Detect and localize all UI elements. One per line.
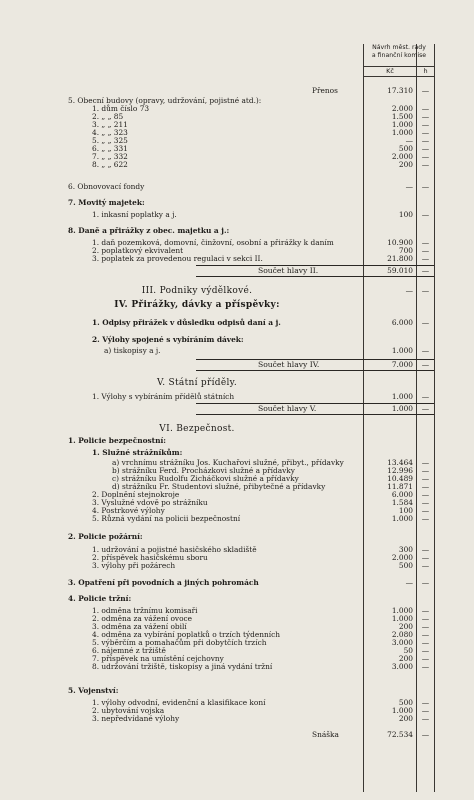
amount-kc: 2.000 bbox=[391, 152, 413, 161]
amount-kc: 1.500 bbox=[391, 112, 413, 121]
amount-kc: 200 bbox=[398, 160, 413, 169]
amount-h: — bbox=[421, 246, 430, 255]
table-row bbox=[0, 594, 474, 604]
row-label: 3. poplatek za provedenou regulaci v sekci II. bbox=[92, 254, 263, 263]
table-row bbox=[0, 404, 474, 414]
row-label: a) vrchnímu strážníku Jos. Kuchařovi služné, přibyt., přídavky bbox=[112, 458, 344, 467]
amount-h: — bbox=[421, 254, 430, 263]
amount-kc: 2.080 bbox=[391, 630, 413, 639]
amount-h: — bbox=[421, 654, 430, 663]
amount-kc: 1.000 bbox=[391, 404, 413, 413]
table-row bbox=[0, 561, 474, 571]
unit-kc-label: Kč bbox=[386, 67, 394, 75]
amount-h: — bbox=[421, 561, 430, 570]
row-label: 6. „ „ 331 bbox=[92, 144, 128, 153]
amount-kc: 700 bbox=[398, 246, 413, 255]
amount-h: — bbox=[421, 286, 430, 295]
amount-kc: 100 bbox=[398, 210, 413, 219]
amount-h: — bbox=[421, 646, 430, 655]
table-row bbox=[0, 300, 474, 310]
row-label: 1. výlohy odvodní, evidenční a klasifikace koní bbox=[92, 698, 266, 707]
row-label: 6. Obnovovací fondy bbox=[68, 182, 145, 191]
table-row bbox=[0, 378, 474, 388]
table-row bbox=[0, 448, 474, 458]
amount-h: — bbox=[421, 182, 430, 191]
row-label: V. Státní příděly. bbox=[156, 378, 237, 388]
row-label: 1. dům číslo 73 bbox=[92, 104, 150, 113]
amount-kc: 21.800 bbox=[387, 254, 413, 263]
row-label: 2. odměna za vážení ovoce bbox=[92, 614, 193, 623]
amount-h: — bbox=[421, 514, 430, 523]
row-label: 8. udržování tržiště, tiskopisy a jiná vydání tržní bbox=[92, 662, 273, 671]
table-row bbox=[0, 182, 474, 192]
table-row bbox=[0, 346, 474, 356]
amount-kc: — bbox=[405, 578, 413, 587]
table-row bbox=[0, 532, 474, 542]
amount-kc: 6.000 bbox=[391, 318, 413, 327]
amount-kc: — bbox=[405, 136, 413, 145]
amount-kc: 500 bbox=[398, 698, 413, 707]
amount-h: — bbox=[421, 266, 430, 275]
amount-kc: 3.000 bbox=[391, 638, 413, 647]
column-header-line1: Návrh měst. rady bbox=[372, 44, 426, 51]
table-row bbox=[0, 686, 474, 696]
row-label: 1. inkasní poplatky a j. bbox=[92, 210, 177, 219]
row-label: Součet hlavy IV. bbox=[258, 360, 320, 369]
table-row bbox=[0, 360, 474, 370]
row-label: Součet hlavy II. bbox=[258, 266, 319, 275]
table-row bbox=[0, 514, 474, 524]
amount-kc: 72.534 bbox=[387, 730, 413, 739]
amount-kc: 2.000 bbox=[391, 553, 413, 562]
table-row bbox=[0, 318, 474, 328]
table-row bbox=[0, 198, 474, 208]
row-label: 1. daň pozemková, domovní, činžovní, osobní a přirážky k daním bbox=[92, 238, 334, 247]
row-label: Přenos bbox=[312, 86, 338, 95]
amount-h: — bbox=[421, 706, 430, 715]
row-label: III. Podniky výdělkové. bbox=[141, 286, 253, 296]
amount-h: — bbox=[421, 152, 430, 161]
amount-kc: 300 bbox=[398, 545, 413, 554]
row-label: c) strážníku Rudolfu Zicháčkovi služné a přídavky bbox=[112, 474, 299, 483]
amount-h: — bbox=[421, 144, 430, 153]
row-label: 6. nájemné z tržiště bbox=[92, 646, 166, 655]
amount-kc: 12.996 bbox=[387, 466, 413, 475]
row-label: 7. „ „ 332 bbox=[92, 152, 128, 161]
amount-kc: — bbox=[405, 286, 413, 295]
table-row bbox=[0, 266, 474, 276]
row-label: 3. odměna za vážení obilí bbox=[92, 622, 187, 631]
table-row bbox=[0, 392, 474, 402]
table-row bbox=[0, 714, 474, 724]
amount-h: — bbox=[421, 506, 430, 515]
table-row bbox=[0, 226, 474, 236]
amount-kc: 2.000 bbox=[391, 104, 413, 113]
sum-rule-bottom bbox=[196, 370, 434, 371]
amount-h: — bbox=[421, 614, 430, 623]
amount-h: — bbox=[421, 128, 430, 137]
column-header bbox=[364, 44, 434, 59]
amount-kc: 1.000 bbox=[391, 392, 413, 401]
amount-h: — bbox=[421, 622, 430, 631]
row-label: 1. Policie bezpečnostní: bbox=[68, 436, 166, 445]
amount-kc: 50 bbox=[403, 646, 413, 655]
amount-kc: 200 bbox=[398, 654, 413, 663]
row-label: 8. Daně a přirážky z obec. majetku a j.: bbox=[68, 226, 230, 235]
row-label: VI. Bezpečnost. bbox=[159, 424, 235, 434]
row-label: 1. Odpisy přirážek v důsledku odpisů daní a j. bbox=[92, 318, 281, 327]
row-label: 5. výběrčím a pomahačům při dobytčích trzích bbox=[92, 638, 267, 647]
row-label: 1. Služné strážníkům: bbox=[92, 448, 183, 457]
sum-rule bbox=[196, 359, 434, 360]
amount-h: — bbox=[421, 404, 430, 413]
table-row bbox=[0, 286, 474, 296]
amount-h: — bbox=[421, 714, 430, 723]
amount-kc: 1.000 bbox=[391, 346, 413, 355]
sum-rule-bottom bbox=[196, 276, 434, 277]
table-row bbox=[0, 86, 474, 96]
row-label: 1. udržování a pojistné hasičského skladiště bbox=[92, 545, 257, 554]
amount-h: — bbox=[421, 160, 430, 169]
amount-h: — bbox=[421, 482, 430, 491]
amount-kc: 200 bbox=[398, 622, 413, 631]
amount-kc: — bbox=[405, 182, 413, 191]
row-label: b) strážníku Ferd. Procházkovi služné a přídavky bbox=[112, 466, 295, 475]
amount-kc: 7.000 bbox=[391, 360, 413, 369]
row-label: IV. Přirážky, dávky a příspěvky: bbox=[114, 300, 280, 310]
row-label: a) tiskopisy a j. bbox=[104, 346, 161, 355]
amount-h: — bbox=[421, 120, 430, 129]
row-label: 3. „ „ 211 bbox=[92, 120, 128, 129]
amount-h: — bbox=[421, 458, 430, 467]
amount-h: — bbox=[421, 466, 430, 475]
row-label: 5. Vojenství: bbox=[68, 686, 119, 695]
amount-kc: 1.000 bbox=[391, 128, 413, 137]
row-label: 5. Různá vydání na policii bezpečnostní bbox=[92, 514, 241, 523]
table-row bbox=[0, 730, 474, 740]
row-label: 2. Doplnění stejnokroje bbox=[92, 490, 180, 499]
amount-h: — bbox=[421, 392, 430, 401]
amount-kc: 10.489 bbox=[387, 474, 413, 483]
row-label: 2. Policie požární: bbox=[68, 532, 143, 541]
row-label: d) strážníku Fr. Studentovi služné, přibytečné a přídavky bbox=[112, 482, 326, 491]
table-row bbox=[0, 210, 474, 220]
amount-h: — bbox=[421, 498, 430, 507]
amount-kc: 1.584 bbox=[391, 498, 413, 507]
table-row bbox=[0, 160, 474, 170]
row-label: 1. Výlohy s vybíráním přídělů státních bbox=[92, 392, 235, 401]
row-label: 1. odměna tržnímu komisaři bbox=[92, 606, 198, 615]
amount-kc: 13.464 bbox=[387, 458, 413, 467]
amount-kc: 1.000 bbox=[391, 514, 413, 523]
amount-kc: 1.000 bbox=[391, 606, 413, 615]
amount-h: — bbox=[421, 553, 430, 562]
amount-kc: 10.900 bbox=[387, 238, 413, 247]
amount-h: — bbox=[421, 474, 430, 483]
row-label: 4. Policie tržní: bbox=[68, 594, 132, 603]
row-label: 2. poplatkový ekvivalent bbox=[92, 246, 184, 255]
table-row bbox=[0, 436, 474, 446]
row-label: 2. příspěvek hasičskému sboru bbox=[92, 553, 208, 562]
amount-h: — bbox=[421, 578, 430, 587]
amount-h: — bbox=[421, 606, 430, 615]
row-label: 7. Movitý majetek: bbox=[68, 198, 145, 207]
amount-h: — bbox=[421, 318, 430, 327]
amount-kc: 17.310 bbox=[387, 86, 413, 95]
amount-h: — bbox=[421, 210, 430, 219]
amount-kc: 500 bbox=[398, 144, 413, 153]
amount-h: — bbox=[421, 238, 430, 247]
row-label: 3. nepředvídané výlohy bbox=[92, 714, 180, 723]
amount-h: — bbox=[421, 638, 430, 647]
unit-h-label: h bbox=[423, 67, 428, 75]
row-label: 4. „ „ 323 bbox=[92, 128, 128, 137]
sum-rule bbox=[196, 265, 434, 266]
row-label: Součet hlavy V. bbox=[258, 404, 317, 413]
row-label: 2. „ „ 85 bbox=[92, 112, 124, 121]
row-label: 3. Vyslužné vdově po strážníku bbox=[92, 498, 208, 507]
amount-h: — bbox=[421, 112, 430, 121]
amount-h: — bbox=[421, 360, 430, 369]
amount-kc: 1.000 bbox=[391, 706, 413, 715]
row-label: 2. Výlohy spojené s vybíráním dávek: bbox=[92, 335, 244, 344]
header-rule-bottom bbox=[363, 76, 434, 77]
amount-kc: 1.000 bbox=[391, 120, 413, 129]
table-row bbox=[0, 424, 474, 434]
amount-kc: 3.000 bbox=[391, 662, 413, 671]
amount-kc: 6.000 bbox=[391, 490, 413, 499]
amount-kc: 59.010 bbox=[387, 266, 413, 275]
amount-h: — bbox=[421, 662, 430, 671]
row-label: 4. Postrkové výlohy bbox=[92, 506, 165, 515]
table-row bbox=[0, 254, 474, 264]
amount-h: — bbox=[421, 104, 430, 113]
row-label: 2. ubytování vojska bbox=[92, 706, 165, 715]
table-row bbox=[0, 578, 474, 588]
amount-kc: 500 bbox=[398, 561, 413, 570]
amount-h: — bbox=[421, 346, 430, 355]
table-row bbox=[0, 335, 474, 345]
amount-kc: 1.000 bbox=[391, 614, 413, 623]
row-label: 4. odměna za vybírání poplatků o trzích týdenních bbox=[92, 630, 281, 639]
column-header-line2: a finanční komise bbox=[371, 51, 427, 59]
row-label: 7. příspěvek na umístění cejchovny bbox=[92, 654, 224, 663]
row-label: Snáška bbox=[312, 730, 339, 739]
row-label: 3. výlohy při požárech bbox=[92, 561, 176, 570]
row-label: 8. „ „ 622 bbox=[92, 160, 128, 169]
amount-h: — bbox=[421, 545, 430, 554]
row-label: 5. Obecní budovy (opravy, udržování, pojistné atd.): bbox=[68, 96, 262, 105]
amount-kc: 11.871 bbox=[387, 482, 413, 491]
amount-h: — bbox=[421, 136, 430, 145]
amount-h: — bbox=[421, 698, 430, 707]
table-row bbox=[0, 662, 474, 672]
amount-h: — bbox=[421, 86, 430, 95]
amount-h: — bbox=[421, 630, 430, 639]
amount-kc: 100 bbox=[398, 506, 413, 515]
amount-kc: 200 bbox=[398, 714, 413, 723]
amount-h: — bbox=[421, 730, 430, 739]
sum-rule bbox=[196, 403, 434, 404]
amount-h: — bbox=[421, 490, 430, 499]
sum-rule-bottom bbox=[196, 414, 434, 415]
row-label: 3. Opatření při povodních a jiných pohromách bbox=[68, 578, 259, 587]
row-label: 5. „ „ 325 bbox=[92, 136, 128, 145]
